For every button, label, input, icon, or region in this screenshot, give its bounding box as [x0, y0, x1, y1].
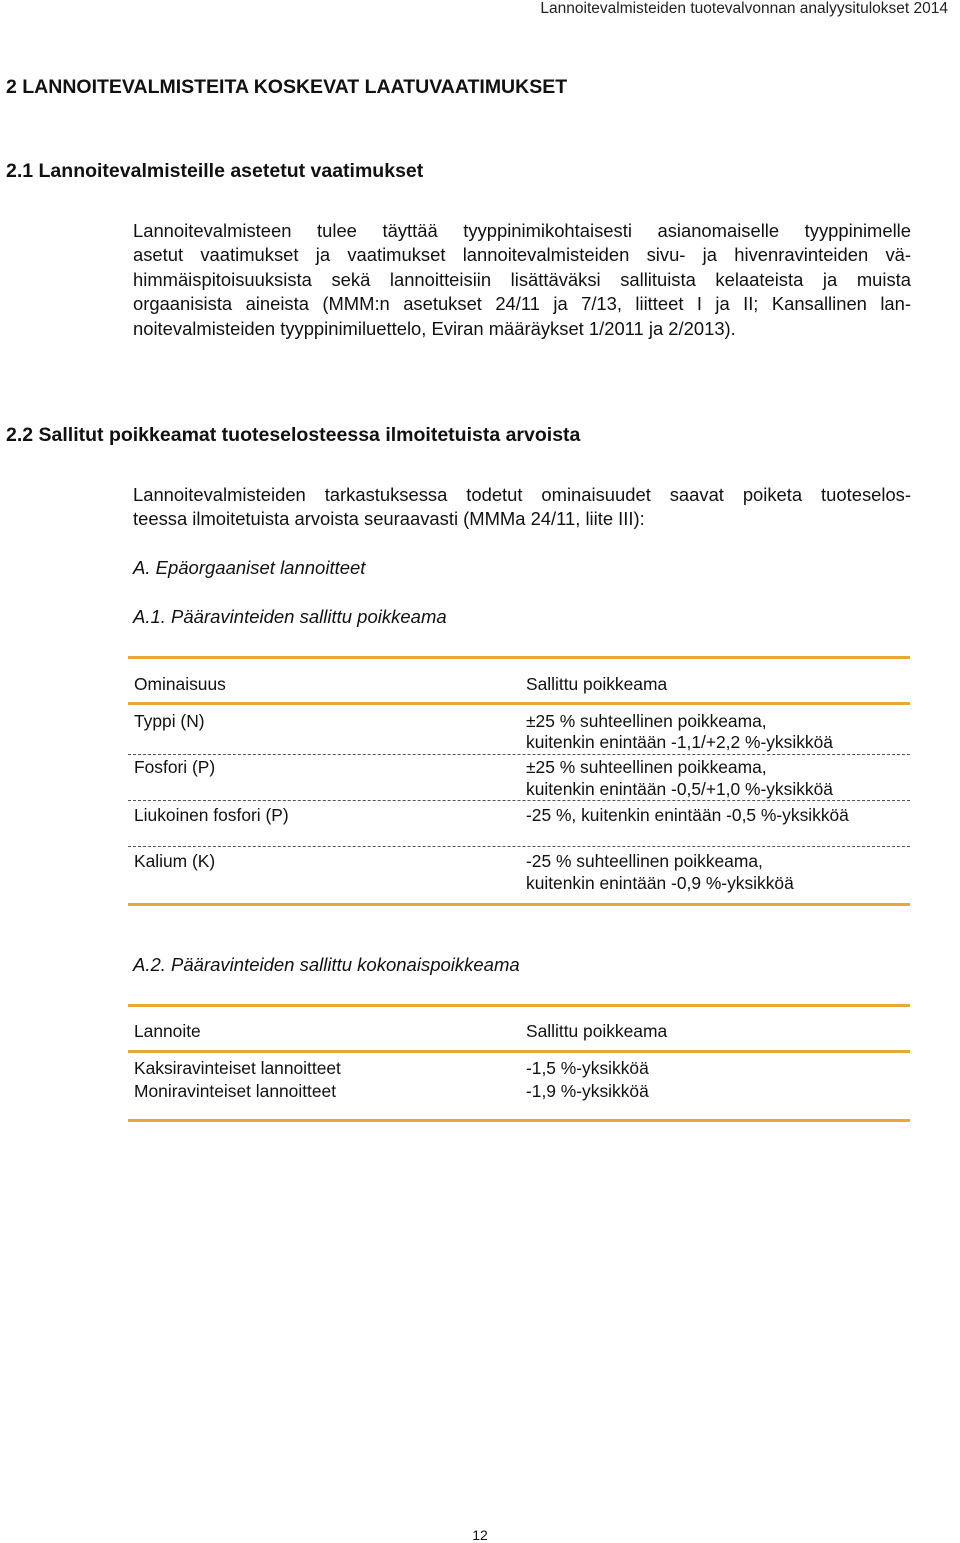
deviation-paragraph: [133, 483, 911, 532]
table-cell-property: Fosfori (P): [134, 757, 216, 777]
row-separator: [128, 800, 910, 801]
table-top-rule: [128, 656, 910, 659]
paragraph-line: asetut vaatimukset ja vaatimukset lannoitevalmisteiden sivu- ja hivenravinteiden vä-: [133, 244, 911, 266]
total-deviation-table: [128, 1004, 910, 1124]
table-cell-deviation: kuitenkin enintään -1,1/+2,2 %-yksikköä: [526, 732, 833, 752]
table-cell-property: Kalium (K): [134, 851, 216, 871]
table-a2-caption: A.2. Pääravinteiden sallittu kokonaispoikkeama: [133, 954, 520, 975]
table-cell-deviation: ±25 % suhteellinen poikkeama,: [526, 757, 767, 777]
table-header-property: Ominaisuus: [134, 674, 226, 694]
table-cell-deviation: -1,5 %-yksikköä: [526, 1058, 649, 1078]
subsection-title-2-2: 2.2 Sallitut poikkeamat tuoteselosteessa ilmoitetuista arvoista: [6, 424, 581, 446]
table-a1-caption: A.1. Pääravinteiden sallittu poikkeama: [133, 606, 447, 627]
table-top-rule: [128, 1004, 910, 1007]
table-header-rule: [128, 702, 910, 705]
row-separator: [128, 846, 910, 847]
paragraph-line: orgaanisista aineista (MMM:n asetukset 24/11 ja 7/13, liitteet I ja II; Kansallinen lan-: [133, 293, 911, 315]
paragraph-line: noitevalmisteiden tyyppinimiluettelo, Eviran määräykset 1/2011 ja 2/2013).: [133, 317, 736, 339]
table-cell-fertilizer: Kaksiravinteiset lannoitteet: [134, 1058, 341, 1078]
table-cell-property: Liukoinen fosfori (P): [134, 805, 289, 825]
table-header-deviation: Sallittu poikkeama: [526, 674, 668, 694]
table-cell-deviation: -25 % suhteellinen poikkeama,: [526, 851, 763, 871]
table-header-deviation: Sallittu poikkeama: [526, 1021, 668, 1041]
table-bottom-rule: [128, 1119, 910, 1122]
main-nutrient-deviation-table: [128, 656, 910, 906]
section-title: 2 LANNOITEVALMISTEITA KOSKEVAT LAATUVAATIMUKSET: [6, 76, 568, 98]
group-a-heading: A. Epäorgaaniset lannoitteet: [133, 557, 366, 578]
table-cell-fertilizer: Moniravinteiset lannoitteet: [134, 1081, 337, 1101]
paragraph-line: himmäispitoisuuksista sekä lannoitteisiin lisättäväksi sallituista kelaateista ja muista: [133, 268, 911, 290]
row-separator: [128, 754, 910, 755]
requirements-paragraph: [133, 219, 911, 341]
page-number: 12: [472, 1527, 488, 1543]
paragraph-line: Lannoitevalmisteen tulee täyttää tyyppinimikohtaisesti asianomaiselle tyyppinimelle: [133, 220, 911, 241]
table-cell-deviation: ±25 % suhteellinen poikkeama,: [526, 711, 767, 731]
paragraph-line: teessa ilmoitetuista arvoista seuraavasti (MMMa 24/11, liite III):: [133, 508, 645, 530]
table-header-rule: [128, 1050, 910, 1053]
table-cell-deviation: -1,9 %-yksikköä: [526, 1081, 649, 1101]
paragraph-line: Lannoitevalmisteiden tarkastuksessa todetut ominaisuudet saavat poiketa tuoteselos-: [133, 484, 911, 505]
running-header: Lannoitevalmisteiden tuotevalvonnan analyysitulokset 2014: [540, 0, 948, 17]
table-header-fertilizer: Lannoite: [134, 1021, 201, 1041]
table-cell-deviation: kuitenkin enintään -0,9 %-yksikköä: [526, 873, 794, 893]
table-cell-property: Typpi (N): [134, 711, 205, 731]
subsection-title-2-1: 2.1 Lannoitevalmisteille asetetut vaatimukset: [6, 160, 424, 182]
table-cell-deviation: kuitenkin enintään -0,5/+1,0 %-yksikköä: [526, 779, 833, 799]
table-bottom-rule: [128, 903, 910, 906]
table-cell-deviation: -25 %, kuitenkin enintään -0,5 %-yksikköä: [526, 805, 849, 825]
